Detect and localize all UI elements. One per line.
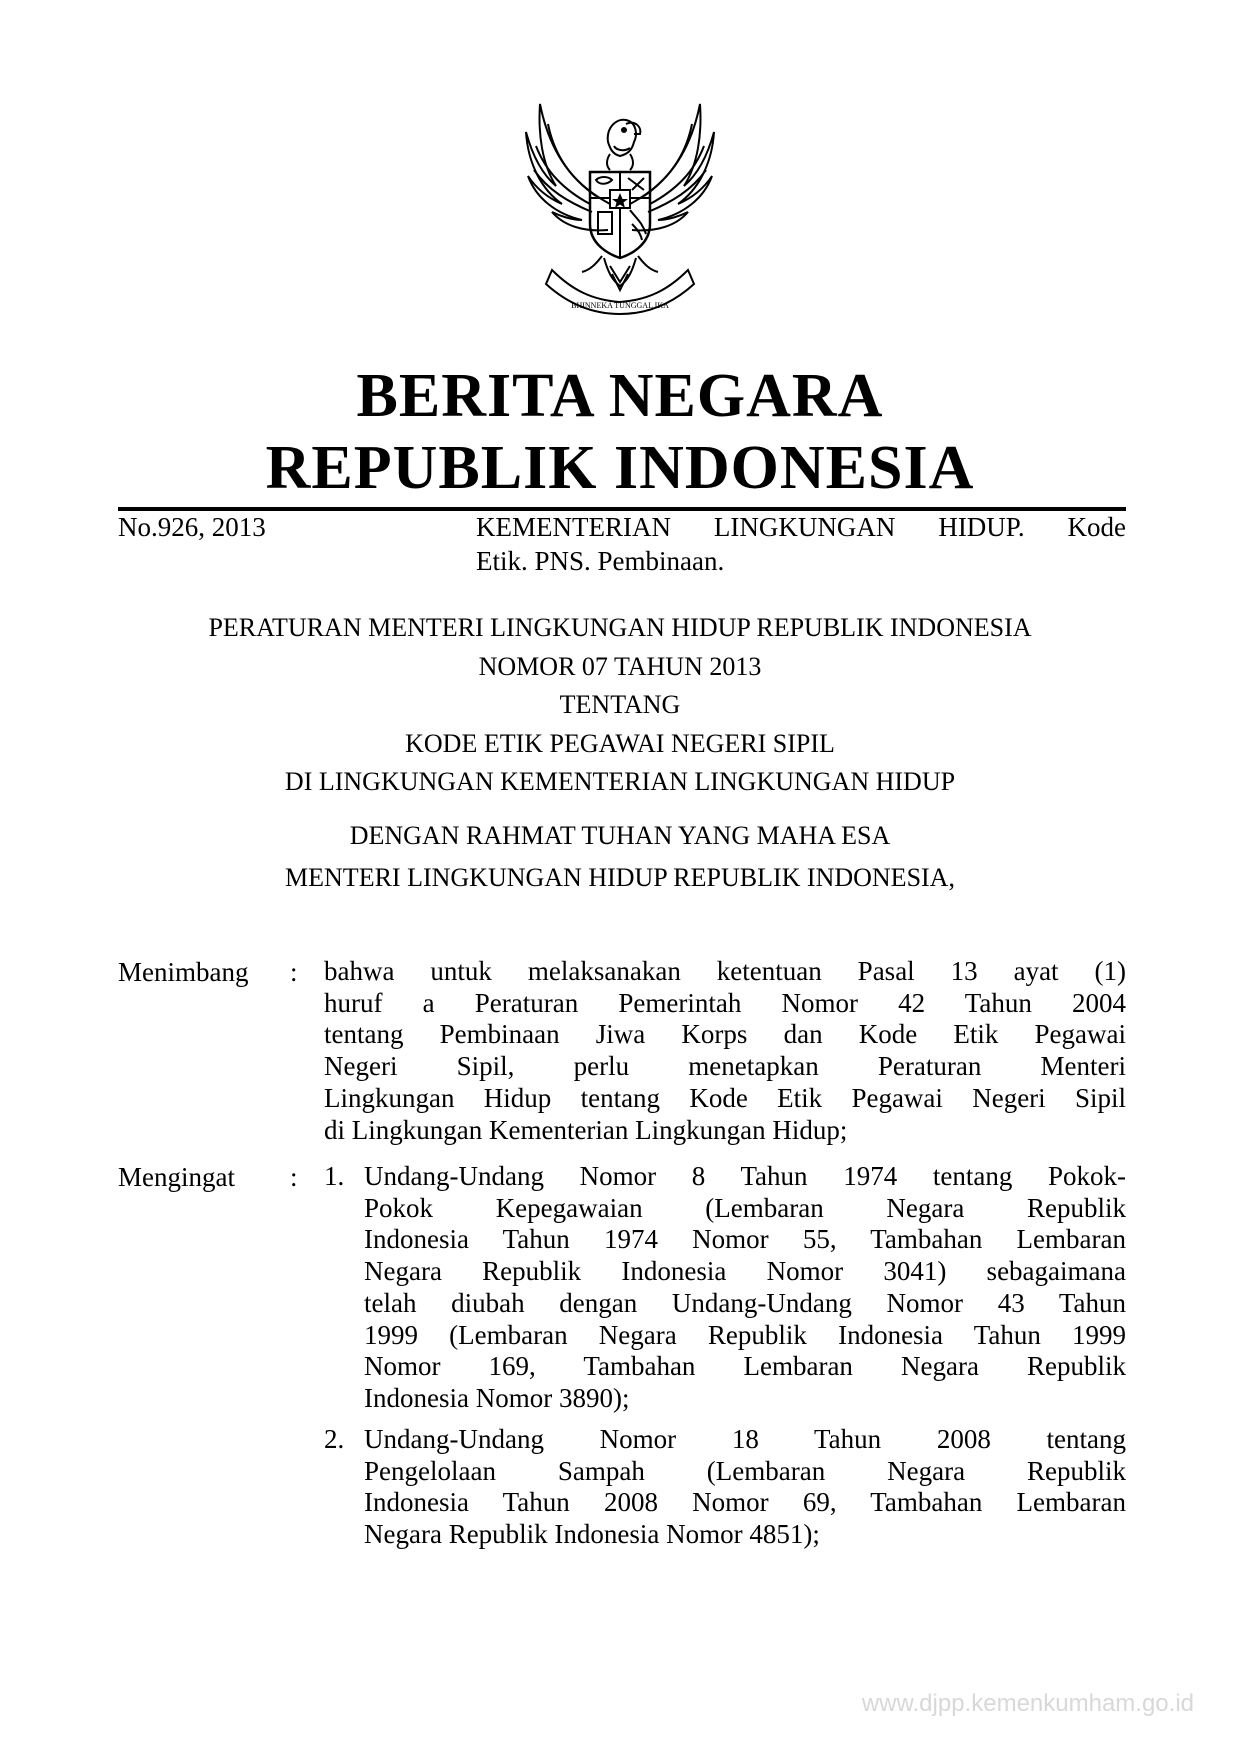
watermark-url: www.djpp.kemenkumham.go.id — [861, 1690, 1194, 1717]
mengingat-line: 1999 (Lembaran Negara Republik Indonesia Tahun 1999 — [364, 1319, 1126, 1350]
mengingat-line: Indonesia Tahun 1974 Nomor 55, Tambahan Lembaran — [364, 1224, 1126, 1255]
menimbang-line: Lingkungan Hidup tentang Kode Etik Pegawai Negeri Sipil — [324, 1082, 1126, 1113]
regulation-tentang: TENTANG — [559, 690, 681, 719]
mengingat-line: telah diubah dengan Undang-Undang Nomor 43 Tahun — [364, 1287, 1126, 1318]
mengingat-line: Indonesia Tahun 2008 Nomor 69, Tambahan Lembaran — [364, 1487, 1126, 1518]
menimbang-line: bahwa untuk melaksanakan ketentuan Pasal 13 ayat (1) — [324, 956, 1126, 986]
issue-subject — [476, 510, 1126, 578]
regulation-subject: KODE ETIK PEGAWAI NEGERI SIPIL — [405, 729, 835, 758]
mengingat-line: Nomor 169, Tambahan Lembaran Negara Republik — [364, 1351, 1126, 1382]
masthead-title-line1: BERITA NEGARA — [356, 362, 884, 430]
regulation-number: NOMOR 07 TAHUN 2013 — [478, 652, 762, 681]
preamble-authority: MENTERI LINGKUNGAN HIDUP REPUBLIK INDONESIA, — [285, 863, 955, 892]
regulation-title: PERATURAN MENTERI LINGKUNGAN HIDUP REPUBLIK INDONESIA — [208, 613, 1032, 642]
menimbang-line: Negeri Sipil, perlu menetapkan Peraturan Menteri — [324, 1051, 1126, 1082]
mengingat-line: Pengelolaan Sampah (Lembaran Negara Republik — [364, 1455, 1126, 1486]
emblem-motto: BHINNEKA TUNGGAL IKA — [571, 301, 669, 310]
mengingat-line: Pokok Kepegawaian (Lembaran Negara Republik — [364, 1192, 1126, 1223]
mengingat-line: Undang-Undang Nomor 8 Tahun 1974 tentang Pokok- — [364, 1161, 1126, 1191]
menimbang-label: Menimbang — [118, 957, 249, 987]
issue-subject-line1: KEMENTERIAN LINGKUNGAN HIDUP. Kode — [476, 512, 1126, 542]
issue-number: No.926, 2013 — [118, 512, 266, 542]
menimbang-line: di Lingkungan Kementerian Lingkungan Hidup; — [324, 1114, 848, 1145]
mengingat-label: Mengingat — [118, 1162, 235, 1192]
mengingat-line: Negara Republik Indonesia Nomor 3041) sebagaimana — [364, 1256, 1126, 1287]
mengingat-line: Negara Republik Indonesia Nomor 4851); — [364, 1519, 820, 1550]
mengingat-line: Undang-Undang Nomor 18 Tahun 2008 tentang — [364, 1424, 1126, 1454]
issue-subject-line2: Etik. PNS. Pembinaan. — [476, 546, 725, 576]
mengingat-colon: : — [290, 1162, 298, 1192]
mengingat-item-2 — [364, 1424, 1126, 1551]
menimbang-line: huruf a Peraturan Pemerintah Nomor 42 Tahun 2004 — [324, 987, 1126, 1018]
mengingat-item-number: 2. — [324, 1424, 345, 1454]
menimbang-line: tentang Pembinaan Jiwa Korps dan Kode Etik Pegawai — [324, 1019, 1126, 1050]
menimbang-text — [324, 956, 1126, 1146]
mengingat-line: Indonesia Nomor 3890); — [364, 1382, 630, 1413]
preamble-invocation: DENGAN RAHMAT TUHAN YANG MAHA ESA — [349, 821, 891, 850]
mengingat-item-1 — [364, 1161, 1126, 1415]
menimbang-colon: : — [290, 957, 298, 987]
regulation-subject-scope: DI LINGKUNGAN KEMENTERIAN LINGKUNGAN HIDUP — [284, 767, 956, 796]
masthead-title-line2: REPUBLIK INDONESIA — [265, 434, 975, 502]
mengingat-item-number: 1. — [324, 1161, 345, 1191]
garuda-emblem — [512, 94, 728, 319]
